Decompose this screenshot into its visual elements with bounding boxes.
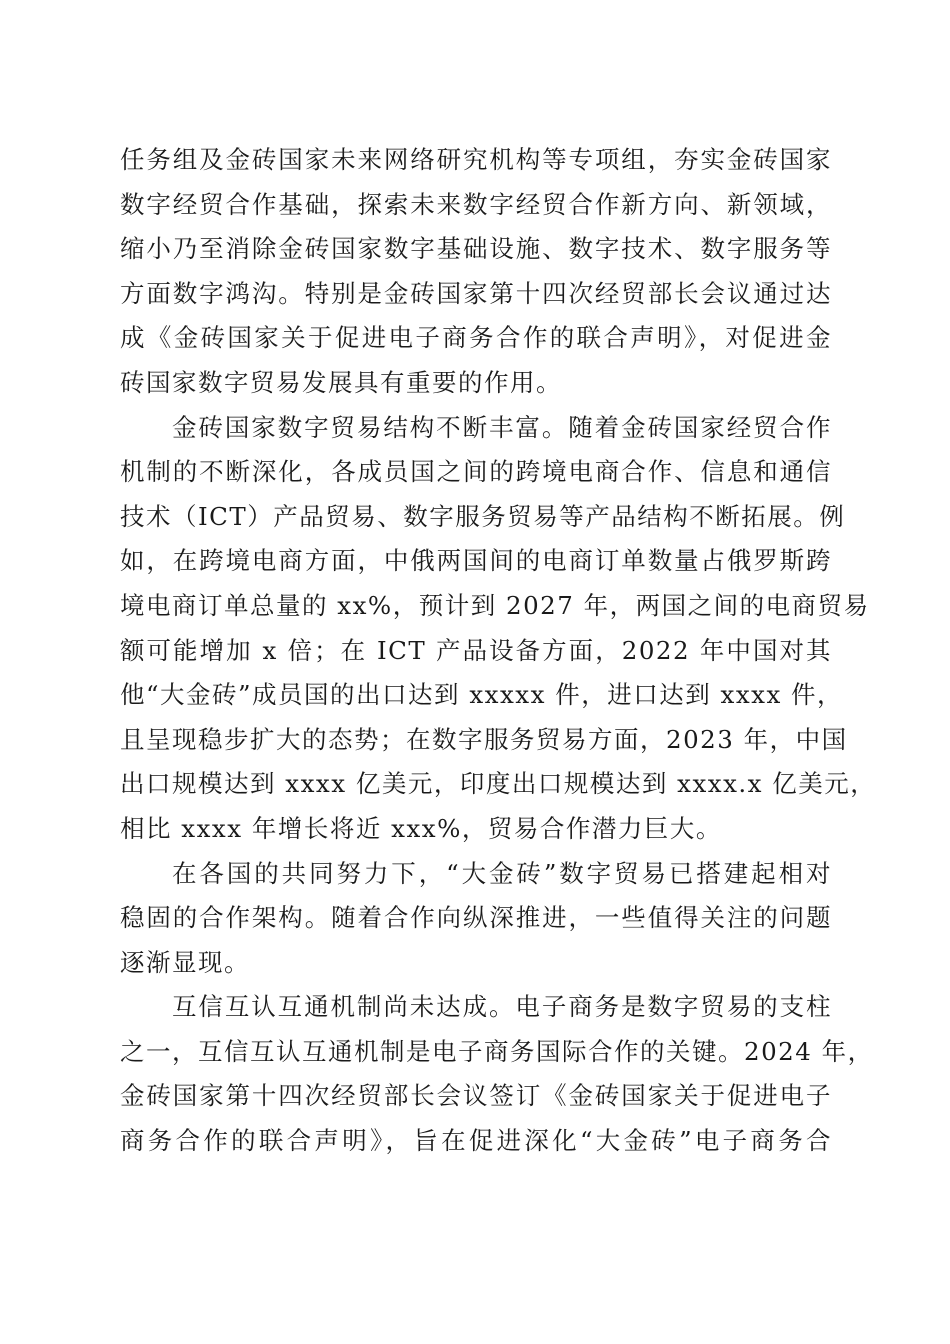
text-line: 稳固的合作架构。随着合作向纵深推进，一些值得关注的问题 xyxy=(120,903,832,933)
paragraph xyxy=(120,985,874,1163)
text-line: 且呈现稳步扩大的态势；在数字服务贸易方面，2023 年，中国 xyxy=(120,724,848,754)
text-line: 成《金砖国家关于促进电子商务合作的联合声明》，对促进金 xyxy=(120,323,832,353)
text-line: 数字经贸合作基础，探索未来数字经贸合作新方向、新领域， xyxy=(120,189,832,219)
text-line: 逐渐显现。 xyxy=(120,947,250,977)
paragraph xyxy=(120,406,877,852)
text-line: 他“大金砖”成员国的出口达到 xxxxx 件，进口达到 xxxx 件， xyxy=(120,680,844,710)
paragraph xyxy=(120,138,832,406)
text-line: 任务组及金砖国家未来网络研究机构等专项组，夯实金砖国家 xyxy=(120,145,832,174)
text-line: 缩小乃至消除金砖国家数字基础设施、数字技术、数字服务等 xyxy=(120,234,832,264)
text-line: 额可能增加 x 倍；在 ICT 产品设备方面，2022 年中国对其 xyxy=(120,635,832,665)
text-line: 金砖国家第十四次经贸部长会议签订《金砖国家关于促进电子 xyxy=(120,1081,832,1111)
text-line: 之一，互信互认互通机制是电子商务国际合作的关键。2024 年， xyxy=(120,1036,874,1066)
text-line: 方面数字鸿沟。特别是金砖国家第十四次经贸部长会议通过达 xyxy=(120,278,832,308)
text-line: 技术（ICT）产品贸易、数字服务贸易等产品结构不断拓展。例 xyxy=(120,501,846,531)
text-line: 互信互认互通机制尚未达成。电子商务是数字贸易的支柱 xyxy=(172,992,832,1022)
text-line: 出口规模达到 xxxx 亿美元，印度出口规模达到 xxxx.x 亿美元， xyxy=(120,769,877,799)
text-line: 相比 xxxx 年增长将近 xxx%，贸易合作潜力巨大。 xyxy=(120,813,722,843)
text-line: 砖国家数字贸易发展具有重要的作用。 xyxy=(120,367,562,397)
text-line: 在各国的共同努力下，“大金砖”数字贸易已搭建起相对 xyxy=(172,858,832,888)
body-text xyxy=(120,138,877,1164)
text-line: 机制的不断深化，各成员国之间的跨境电商合作、信息和通信 xyxy=(120,457,832,487)
paragraph xyxy=(120,852,832,986)
text-line: 商务合作的联合声明》，旨在促进深化“大金砖”电子商务合 xyxy=(120,1126,832,1156)
text-line: 金砖国家数字贸易结构不断丰富。随着金砖国家经贸合作 xyxy=(172,412,832,442)
text-line: 境电商订单总量的 xx%，预计到 2027 年，两国之间的电商贸易 xyxy=(120,590,870,620)
text-line: 如，在跨境电商方面，中俄两国间的电商订单数量占俄罗斯跨 xyxy=(120,546,832,576)
